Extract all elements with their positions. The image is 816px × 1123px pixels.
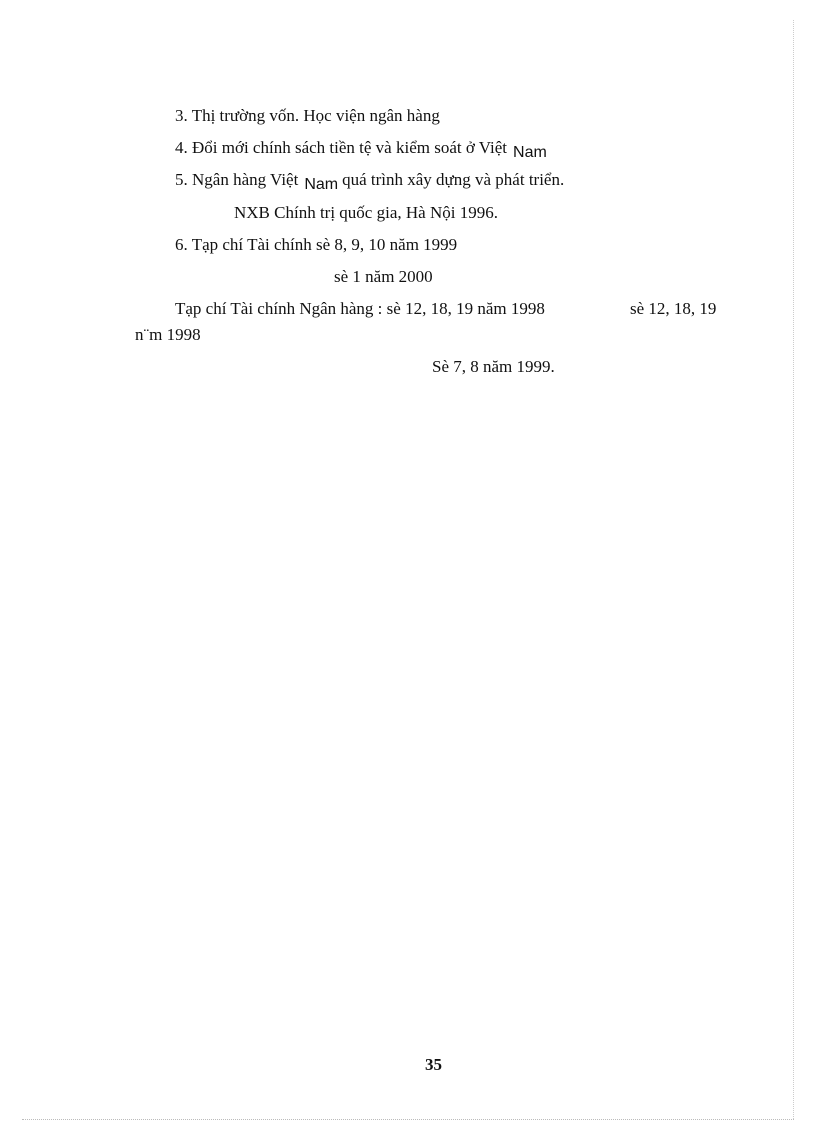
reference-item-5-publisher: NXB Chính trị quốc gia, Hà Nội 1996. [234, 203, 498, 222]
reference-item-4-text: 4. Đổi mới chính sách tiền tệ và kiểm soát ở Việt [175, 138, 508, 157]
right-dotted-border [793, 20, 794, 1119]
reference-item-5-end: quá trình xây dựng và phát triển. [342, 170, 565, 189]
page-number: 35 [425, 1055, 442, 1074]
reference-item-5-nam: Nam [304, 176, 339, 193]
reference-banking-journal: Tạp chí Tài chính Ngân hàng : sè 12, 18, 19 năm 1998 [175, 299, 545, 318]
reference-item-6-issue: sè 1 năm 2000 [334, 267, 433, 286]
reference-item-6: 6. Tạp chí Tài chính sè 8, 9, 10 năm 1999 [175, 235, 458, 254]
bottom-dotted-border [22, 1119, 794, 1120]
reference-banking-journal-issue-2: Sè 7, 8 năm 1999. [432, 357, 555, 376]
reference-item-4-nam: Nam [513, 144, 547, 161]
reference-item-3: 3. Thị trường vốn. Học viện ngân hàng [175, 106, 440, 125]
reference-banking-journal-year: n¨m 1998 [135, 325, 201, 344]
reference-banking-journal-issues: sè 12, 18, 19 [630, 299, 717, 318]
reference-item-5 [175, 170, 564, 191]
reference-item-4 [175, 138, 547, 159]
reference-item-5-start: 5. Ngân hàng Việt [175, 170, 299, 189]
